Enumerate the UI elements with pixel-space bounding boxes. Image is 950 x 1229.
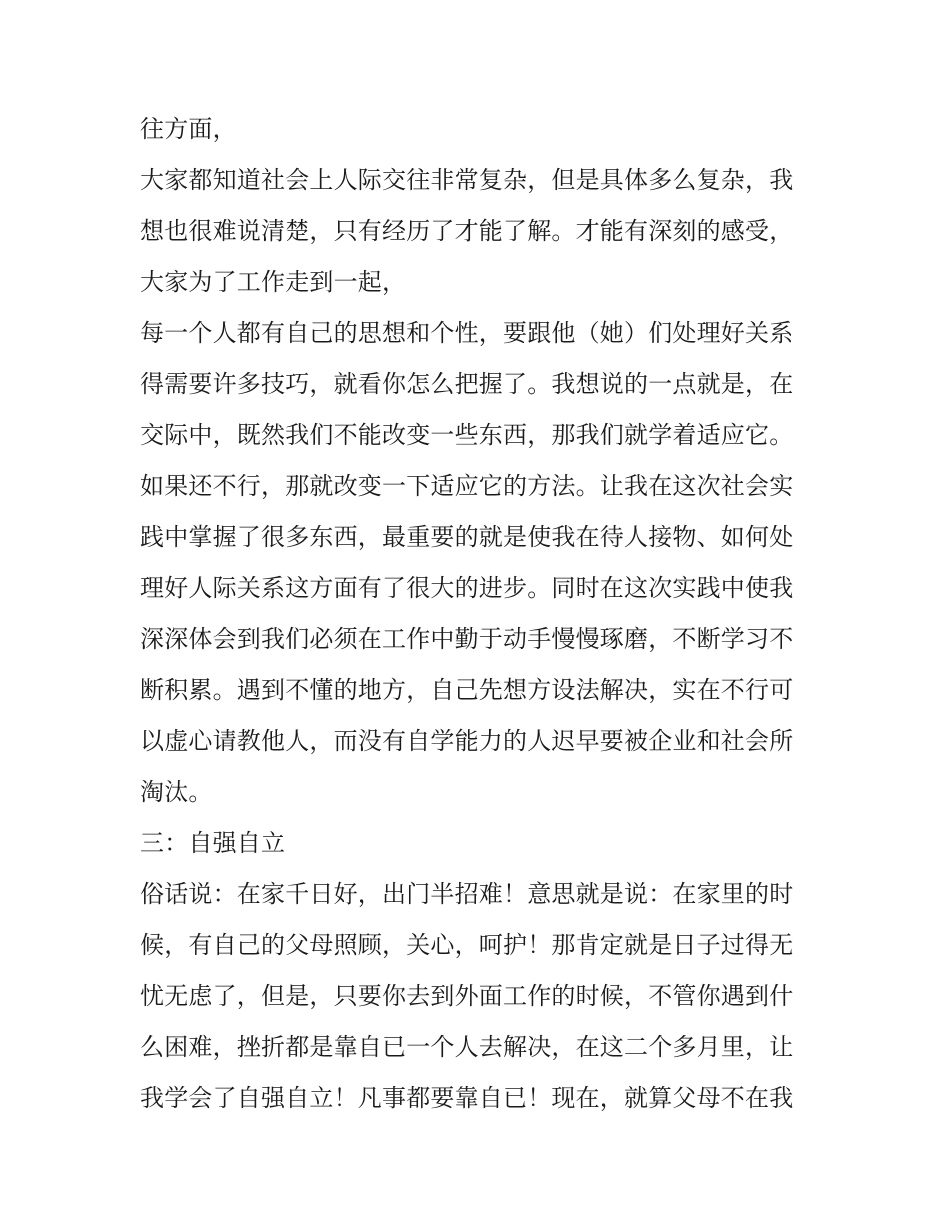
section-heading: 三：自强自立 [140, 829, 286, 857]
text-line: 淘汰。 [140, 778, 213, 806]
text-line: 深深体会到我们必须在工作中勤于动手慢慢琢磨，不断学习不 [140, 625, 794, 653]
text-line: 我学会了自强自立！凡事都要靠自已！现在，就算父母不在我 [140, 1084, 794, 1112]
text-line: 候，有自己的父母照顾，关心，呵护！那肯定就是日子过得无 [140, 931, 794, 959]
text-line: 每一个人都有自己的思想和个性，要跟他（她）们处理好关系 [140, 319, 794, 347]
body-text [140, 104, 820, 1124]
text-line: 理好人际关系这方面有了很大的进步。同时在这次实践中使我 [140, 574, 794, 602]
text-line: 俗话说：在家千日好，出门半招难！意思就是说：在家里的时 [140, 880, 794, 908]
text-line: 往方面， [140, 115, 237, 143]
text-line: 践中掌握了很多东西，最重要的就是使我在待人接物、如何处 [140, 523, 794, 551]
text-line: 断积累。遇到不懂的地方，自己先想方设法解决，实在不行可 [140, 676, 794, 704]
text-line: 大家为了工作走到一起， [140, 268, 407, 296]
text-line: 如果还不行，那就改变一下适应它的方法。让我在这次社会实 [140, 472, 794, 500]
text-line: 得需要许多技巧，就看你怎么把握了。我想说的一点就是，在 [140, 370, 794, 398]
text-line: 想也很难说清楚，只有经历了才能了解。才能有深刻的感受， [140, 217, 794, 245]
text-line: 么困难，挫折都是靠自已一个人去解决，在这二个多月里，让 [140, 1033, 794, 1061]
text-line: 大家都知道社会上人际交往非常复杂，但是具体多么复杂，我 [140, 166, 794, 194]
text-line: 忧无虑了，但是，只要你去到外面工作的时候，不管你遇到什 [140, 982, 794, 1010]
text-line: 交际中，既然我们不能改变一些东西，那我们就学着适应它。 [140, 421, 794, 449]
text-line: 以虚心请教他人，而没有自学能力的人迟早要被企业和社会所 [140, 727, 794, 755]
